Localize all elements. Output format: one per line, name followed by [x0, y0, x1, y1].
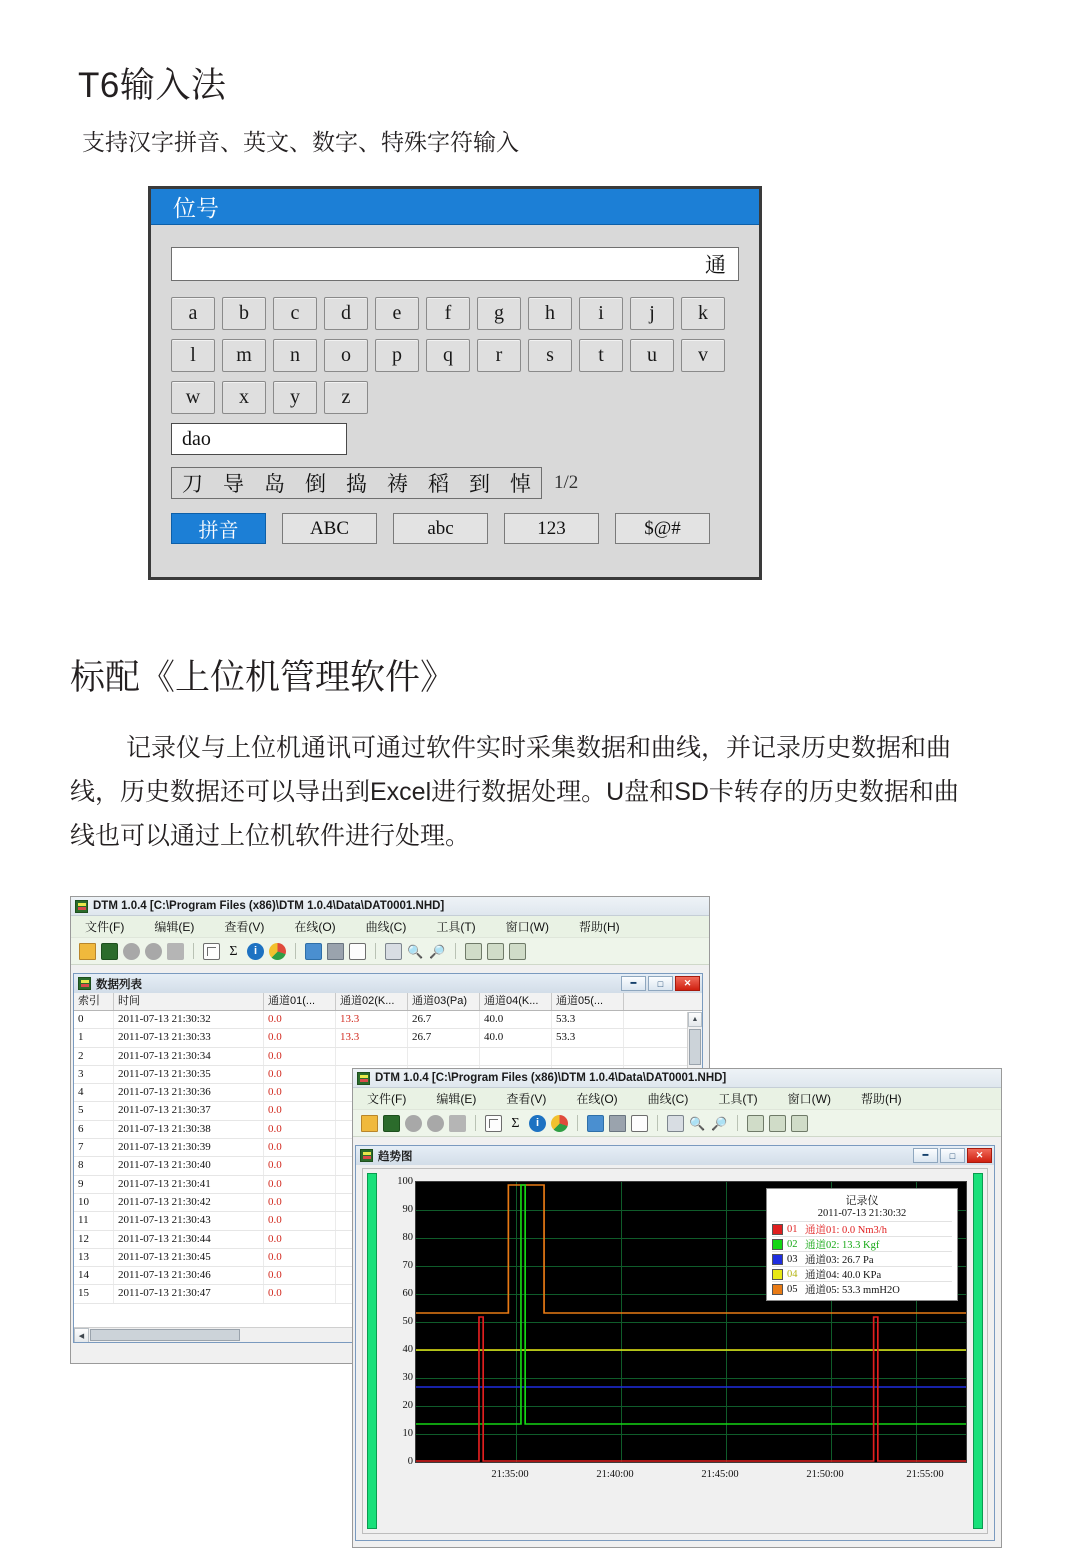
dialog-body: [151, 225, 759, 544]
y-tick-70: 70: [402, 1260, 413, 1271]
right-scale-bar: [973, 1173, 983, 1529]
pie-chart-icon[interactable]: [551, 1115, 568, 1132]
menu-view[interactable]: 查看(V): [506, 1092, 547, 1106]
mode-abc-lower-button[interactable]: abc: [393, 513, 488, 544]
col-ch02: 通道02(K...: [336, 993, 408, 1010]
legend-item[interactable]: [772, 1281, 952, 1296]
trend-window-icon: [360, 1149, 373, 1162]
legend-item[interactable]: [772, 1266, 952, 1281]
key-i[interactable]: i: [579, 297, 623, 330]
section2-paragraph: 记录仪与上位机通讯可通过软件实时采集数据和曲线，并记录历史数据和曲线，历史数据还可以导出到Excel进行数据处理。U盘和SD卡转存的历史数据和曲线也可以通过上位机软件进行处理。: [70, 734, 959, 850]
x-axis: [415, 1469, 967, 1485]
cell-time: 2011-07-13 21:30:39: [114, 1139, 264, 1156]
cell-time: 2011-07-13 21:30:33: [114, 1029, 264, 1046]
cell-index: 9: [74, 1176, 114, 1193]
section1-title: T6输入法: [78, 66, 227, 105]
legend-swatch-ch03: [772, 1254, 783, 1265]
toolbar-separator-2: [295, 943, 296, 959]
legend-item[interactable]: [772, 1236, 952, 1251]
menu-edit[interactable]: 编辑(E): [436, 1092, 477, 1106]
x-tick-1: 21:35:00: [491, 1469, 529, 1480]
cell-index: 4: [74, 1084, 114, 1101]
close-button[interactable]: ✕: [967, 1148, 992, 1163]
candidate-6[interactable]: 祷: [387, 472, 408, 496]
cell-ch04: [480, 1048, 552, 1065]
input-mode-row: [171, 513, 739, 544]
y-tick-50: 50: [402, 1316, 413, 1327]
zoom-in-icon[interactable]: 🔍: [407, 943, 424, 959]
dialog-title-label: 位号: [173, 195, 219, 221]
legend-label-ch04: 通道04: 40.0 KPa: [805, 1269, 882, 1281]
cell-index: 3: [74, 1066, 114, 1083]
legend-id-ch02: 02: [787, 1238, 798, 1250]
window-titlebar[interactable]: [353, 1069, 1001, 1088]
legend-label-ch02: 通道02: 13.3 Kgf: [805, 1239, 880, 1251]
chart-legend: [766, 1188, 958, 1301]
y-tick-40: 40: [402, 1344, 413, 1355]
legend-id-ch01: 01: [787, 1223, 798, 1235]
key-b[interactable]: b: [222, 297, 266, 330]
cell-index: 0: [74, 1011, 114, 1028]
candidate-2[interactable]: 导: [223, 472, 244, 496]
dialog-titlebar: [151, 189, 759, 225]
cell-index: 6: [74, 1121, 114, 1138]
toolbar-separator-3: [375, 943, 376, 959]
toolbar-separator-2: [577, 1115, 578, 1131]
cell-index: 2: [74, 1048, 114, 1065]
stop-square-icon[interactable]: [449, 1115, 466, 1132]
stop-square-icon[interactable]: [167, 943, 184, 960]
stop-circle-icon[interactable]: [405, 1115, 422, 1132]
cell-time: 2011-07-13 21:30:47: [114, 1285, 264, 1302]
menu-online[interactable]: 在线(O): [294, 920, 336, 934]
legend-item[interactable]: [772, 1251, 952, 1266]
menu-file[interactable]: 文件(F): [85, 920, 125, 934]
cell-ch01: 0.0: [264, 1176, 336, 1193]
candidate-4[interactable]: 倒: [305, 472, 326, 496]
cascade-windows-icon[interactable]: [465, 943, 482, 960]
key-a[interactable]: a: [171, 297, 215, 330]
cell-ch02: 13.3: [336, 1029, 408, 1046]
y-tick-100: 100: [397, 1176, 413, 1187]
export-icon[interactable]: [587, 1115, 604, 1132]
key-o[interactable]: o: [324, 339, 368, 372]
cell-ch01: 0.0: [264, 1212, 336, 1229]
copy-icon[interactable]: [385, 943, 402, 960]
mode-numeric-button[interactable]: 123: [504, 513, 599, 544]
maximize-button[interactable]: □: [648, 976, 673, 991]
key-row-2: [171, 339, 739, 372]
y-tick-20: 20: [402, 1400, 413, 1411]
mode-abc-upper-button[interactable]: ABC: [282, 513, 377, 544]
cell-ch05: 53.3: [552, 1011, 624, 1028]
col-ch05: 通道05(...: [552, 993, 624, 1010]
table-icon[interactable]: [485, 1115, 502, 1132]
cell-time: 2011-07-13 21:30:32: [114, 1011, 264, 1028]
menu-view[interactable]: 查看(V): [224, 920, 265, 934]
menu-help[interactable]: 帮助(H): [860, 1092, 902, 1106]
cell-ch01: 0.0: [264, 1011, 336, 1028]
left-scale-bar: [367, 1173, 377, 1529]
dtm-window-trend: [352, 1068, 1002, 1548]
key-g[interactable]: g: [477, 297, 521, 330]
menu-bar: [71, 916, 709, 938]
key-x[interactable]: x: [222, 381, 266, 414]
cell-index: 7: [74, 1139, 114, 1156]
app-icon: [75, 900, 88, 913]
key-m[interactable]: m: [222, 339, 266, 372]
key-z[interactable]: z: [324, 381, 368, 414]
minimize-button[interactable]: ━: [913, 1148, 938, 1163]
menu-online[interactable]: 在线(O): [576, 1092, 618, 1106]
cell-index: 15: [74, 1285, 114, 1302]
datalist-window-buttons: [621, 976, 700, 991]
section1-subtitle: 支持汉字拼音、英文、数字、特殊字符输入: [82, 129, 519, 155]
y-tick-80: 80: [402, 1232, 413, 1243]
cell-ch05: [552, 1048, 624, 1065]
pause-circle-icon[interactable]: [427, 1115, 444, 1132]
pinyin-value: dao: [182, 427, 211, 450]
menu-window[interactable]: 窗口(W): [505, 920, 549, 934]
legend-swatch-ch04: [772, 1269, 783, 1280]
toolbar-separator-1: [475, 1115, 476, 1131]
cell-index: 8: [74, 1157, 114, 1174]
cell-ch01: 0.0: [264, 1139, 336, 1156]
table-row[interactable]: [74, 1011, 702, 1029]
legend-id-ch04: 04: [787, 1268, 798, 1280]
toolbar-separator-3: [657, 1115, 658, 1131]
key-e[interactable]: e: [375, 297, 419, 330]
tile-vertical-icon[interactable]: [791, 1115, 808, 1132]
key-q[interactable]: q: [426, 339, 470, 372]
candidate-7[interactable]: 稻: [428, 472, 449, 496]
cell-ch01: 0.0: [264, 1066, 336, 1083]
cell-index: 11: [74, 1212, 114, 1229]
x-tick-5: 21:55:00: [906, 1469, 944, 1480]
menu-help[interactable]: 帮助(H): [578, 920, 620, 934]
cell-ch01: 0.0: [264, 1029, 336, 1046]
y-tick-0: 0: [407, 1456, 413, 1467]
key-row-1: [171, 297, 739, 330]
legend-swatch-ch02: [772, 1239, 783, 1250]
y-tick-60: 60: [402, 1288, 413, 1299]
cell-time: 2011-07-13 21:30:36: [114, 1084, 264, 1101]
open-folder-icon[interactable]: [79, 943, 96, 960]
key-c[interactable]: c: [273, 297, 317, 330]
key-n[interactable]: n: [273, 339, 317, 372]
sigma-icon[interactable]: Σ: [511, 1115, 520, 1131]
print-icon[interactable]: [327, 943, 344, 960]
cell-ch02: 13.3: [336, 1011, 408, 1028]
menu-bar: [353, 1088, 1001, 1110]
mode-pinyin-button[interactable]: 拼音: [171, 513, 266, 544]
cell-ch01: 0.0: [264, 1285, 336, 1302]
menu-curve[interactable]: 曲线(C): [365, 920, 407, 934]
legend-label-ch05: 通道05: 53.3 mmH2O: [805, 1284, 900, 1296]
print-preview-icon[interactable]: [349, 943, 366, 960]
key-f[interactable]: f: [426, 297, 470, 330]
mode-symbol-button[interactable]: $@#: [615, 513, 710, 544]
key-j[interactable]: j: [630, 297, 674, 330]
cell-ch04: 40.0: [480, 1011, 552, 1028]
x-tick-4: 21:50:00: [806, 1469, 844, 1480]
col-ch01: 通道01(...: [264, 993, 336, 1010]
cell-time: 2011-07-13 21:30:43: [114, 1212, 264, 1229]
col-ch03: 通道03(Pa): [408, 993, 480, 1010]
cell-ch01: 0.0: [264, 1121, 336, 1138]
key-u[interactable]: u: [630, 339, 674, 372]
trend-chart-area[interactable]: [362, 1168, 988, 1534]
menu-window[interactable]: 窗口(W): [787, 1092, 831, 1106]
legend-id-ch05: 05: [787, 1283, 798, 1295]
cell-index: 5: [74, 1102, 114, 1119]
maximize-button[interactable]: □: [940, 1148, 965, 1163]
cell-time: 2011-07-13 21:30:35: [114, 1066, 264, 1083]
cell-ch04: 40.0: [480, 1029, 552, 1046]
open-folder-icon[interactable]: [361, 1115, 378, 1132]
key-s[interactable]: s: [528, 339, 572, 372]
close-button[interactable]: ✕: [675, 976, 700, 991]
y-tick-30: 30: [402, 1372, 413, 1383]
key-l[interactable]: l: [171, 339, 215, 372]
legend-swatch-ch05: [772, 1284, 783, 1295]
x-tick-3: 21:45:00: [701, 1469, 739, 1480]
tile-vertical-icon[interactable]: [509, 943, 526, 960]
pie-chart-icon[interactable]: [269, 943, 286, 960]
candidate-list[interactable]: [171, 467, 542, 499]
legend-item[interactable]: [772, 1221, 952, 1236]
plot-area[interactable]: [415, 1181, 967, 1463]
candidate-page-indicator: 1/2: [554, 472, 579, 493]
app-icon: [357, 1072, 370, 1085]
key-v[interactable]: v: [681, 339, 725, 372]
zoom-in-icon[interactable]: 🔍: [689, 1115, 706, 1131]
menu-file[interactable]: 文件(F): [367, 1092, 407, 1106]
datalist-title-label: 数据列表: [96, 978, 142, 991]
cell-index: 13: [74, 1249, 114, 1266]
legend-swatch-ch01: [772, 1224, 783, 1235]
x-tick-2: 21:40:00: [596, 1469, 634, 1480]
tile-horizontal-icon[interactable]: [769, 1115, 786, 1132]
datalist-window-icon: [78, 977, 91, 990]
cell-ch03: [408, 1048, 480, 1065]
candidate-5[interactable]: 捣: [346, 472, 367, 496]
menu-tools[interactable]: 工具(T): [436, 920, 476, 934]
cell-ch05: 53.3: [552, 1029, 624, 1046]
minimize-button[interactable]: ━: [621, 976, 646, 991]
table-icon[interactable]: [203, 943, 220, 960]
zoom-out-icon[interactable]: 🔎: [711, 1115, 728, 1131]
print-icon[interactable]: [609, 1115, 626, 1132]
scroll-up-button[interactable]: ▲: [688, 1012, 702, 1027]
cell-ch02: [336, 1048, 408, 1065]
key-r[interactable]: r: [477, 339, 521, 372]
tag-name-value: 通: [705, 253, 726, 277]
cell-ch01: 0.0: [264, 1157, 336, 1174]
cell-time: 2011-07-13 21:30:40: [114, 1157, 264, 1174]
key-w[interactable]: w: [171, 381, 215, 414]
table-row[interactable]: [74, 1029, 702, 1047]
y-tick-90: 90: [402, 1204, 413, 1215]
y-tick-10: 10: [402, 1428, 413, 1439]
key-row-3: [171, 381, 739, 414]
cell-ch01: 0.0: [264, 1249, 336, 1266]
cell-ch03: 26.7: [408, 1011, 480, 1028]
trend-window-buttons: [913, 1148, 992, 1163]
cell-ch01: 0.0: [264, 1231, 336, 1248]
toolbar-separator-1: [193, 943, 194, 959]
datalist-titlebar[interactable]: [74, 974, 702, 993]
key-y[interactable]: y: [273, 381, 317, 414]
vertical-scroll-thumb[interactable]: [689, 1029, 701, 1065]
candidate-8[interactable]: 到: [469, 472, 490, 496]
cell-time: 2011-07-13 21:30:44: [114, 1231, 264, 1248]
tile-horizontal-icon[interactable]: [487, 943, 504, 960]
legend-timestamp: 2011-07-13 21:30:32: [817, 1208, 907, 1219]
print-preview-icon[interactable]: [631, 1115, 648, 1132]
toolbar-separator-4: [737, 1115, 738, 1131]
pinyin-input[interactable]: [171, 423, 347, 455]
soft-keyboard-dialog: [148, 186, 762, 580]
key-k[interactable]: k: [681, 297, 725, 330]
cell-ch03: 26.7: [408, 1029, 480, 1046]
key-t[interactable]: t: [579, 339, 623, 372]
cell-ch01: 0.0: [264, 1267, 336, 1284]
series-line-ch01: [416, 1317, 966, 1461]
candidate-3[interactable]: 岛: [264, 472, 285, 496]
sigma-icon[interactable]: Σ: [229, 943, 238, 959]
trend-title-label: 趋势图: [378, 1150, 413, 1163]
zoom-out-icon[interactable]: 🔎: [429, 943, 446, 959]
tool-bar: [353, 1110, 1001, 1137]
window-titlebar[interactable]: [71, 897, 709, 916]
legend-label-ch03: 通道03: 26.7 Pa: [805, 1254, 874, 1266]
key-p[interactable]: p: [375, 339, 419, 372]
menu-tools[interactable]: 工具(T): [718, 1092, 758, 1106]
key-d[interactable]: d: [324, 297, 368, 330]
legend-title: 记录仪: [845, 1195, 879, 1207]
cell-time: 2011-07-13 21:30:46: [114, 1267, 264, 1284]
menu-curve[interactable]: 曲线(C): [647, 1092, 689, 1106]
legend-id-ch03: 03: [787, 1253, 798, 1265]
candidate-row: [171, 467, 739, 499]
window-title-label: DTM 1.0.4 [C:\Program Files (x86)\DTM 1.0.4\Data\DAT0001.NHD]: [93, 900, 445, 912]
section2-title: 标配《上位机管理软件》: [70, 658, 456, 697]
stop-circle-icon[interactable]: [123, 943, 140, 960]
cell-index: 14: [74, 1267, 114, 1284]
col-index: 索引: [74, 993, 114, 1010]
tag-name-input[interactable]: [171, 247, 739, 281]
menu-edit[interactable]: 编辑(E): [154, 920, 195, 934]
cell-ch01: 0.0: [264, 1194, 336, 1211]
trend-titlebar[interactable]: [356, 1146, 994, 1165]
cell-time: 2011-07-13 21:30:34: [114, 1048, 264, 1065]
scroll-left-button[interactable]: ◀: [74, 1328, 89, 1342]
trend-child-window: [355, 1145, 995, 1541]
cascade-windows-icon[interactable]: [747, 1115, 764, 1132]
cell-index: 12: [74, 1231, 114, 1248]
cell-time: 2011-07-13 21:30:37: [114, 1102, 264, 1119]
cell-index: 10: [74, 1194, 114, 1211]
info-icon[interactable]: i: [529, 1115, 546, 1132]
col-time: 时间: [114, 993, 264, 1010]
cell-ch01: 0.0: [264, 1084, 336, 1101]
record-icon[interactable]: [383, 1115, 400, 1132]
info-icon[interactable]: i: [247, 943, 264, 960]
cell-ch01: 0.0: [264, 1102, 336, 1119]
cell-time: 2011-07-13 21:30:45: [114, 1249, 264, 1266]
legend-label-ch01: 通道01: 0.0 Nm3/h: [805, 1224, 887, 1236]
copy-icon[interactable]: [667, 1115, 684, 1132]
cell-index: 1: [74, 1029, 114, 1046]
candidate-9[interactable]: 悼: [510, 472, 531, 496]
y-axis: [379, 1176, 413, 1467]
cell-ch01: 0.0: [264, 1048, 336, 1065]
record-icon[interactable]: [101, 943, 118, 960]
horizontal-scroll-thumb[interactable]: [90, 1329, 240, 1341]
cell-time: 2011-07-13 21:30:38: [114, 1121, 264, 1138]
key-h[interactable]: h: [528, 297, 572, 330]
table-row[interactable]: [74, 1048, 702, 1066]
toolbar-separator-4: [455, 943, 456, 959]
export-icon[interactable]: [305, 943, 322, 960]
pause-circle-icon[interactable]: [145, 943, 162, 960]
window-title-label: DTM 1.0.4 [C:\Program Files (x86)\DTM 1.0.4\Data\DAT0001.NHD]: [375, 1072, 727, 1084]
candidate-1[interactable]: 刀: [182, 472, 203, 496]
tool-bar: [71, 938, 709, 965]
cell-time: 2011-07-13 21:30:42: [114, 1194, 264, 1211]
col-ch04: 通道04(K...: [480, 993, 552, 1010]
grid-header-row: [74, 993, 702, 1011]
cell-time: 2011-07-13 21:30:41: [114, 1176, 264, 1193]
